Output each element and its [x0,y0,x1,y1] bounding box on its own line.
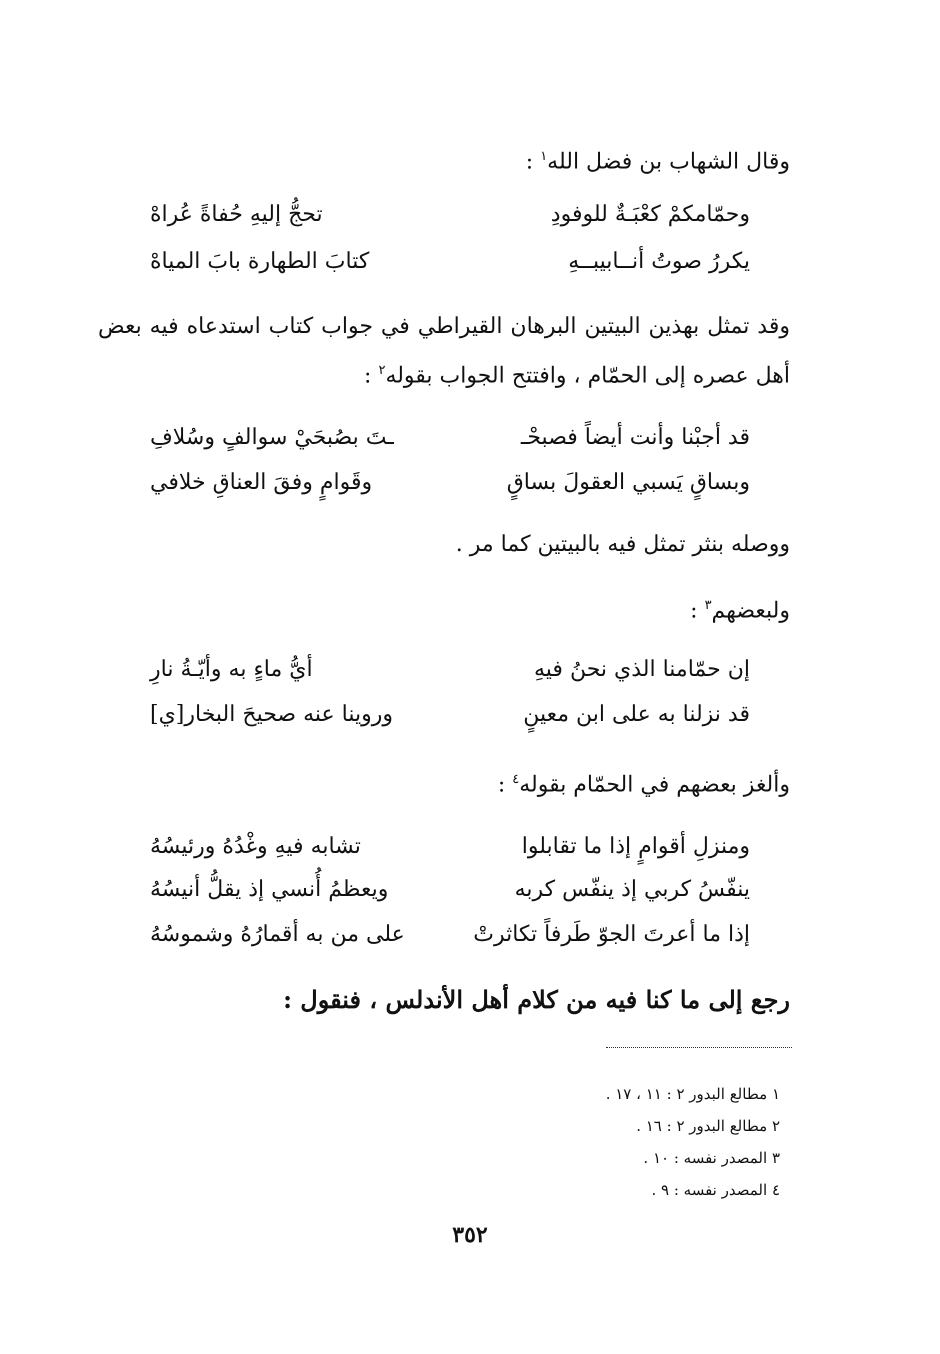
footnote-ref-4: ٤ [512,772,520,787]
hemistich-first: قد نزلنا به على ابن معينٍ [523,702,750,727]
hemistich-second: تشابه فيهِ وغْدُهُ ورئيسُهُ [150,834,361,859]
colon-4: : [690,598,705,624]
page-number: ٣٥٢ [452,1222,488,1248]
poem4-verse-3 [150,920,750,950]
poem1-verse-2 [150,247,750,277]
para2-line-1: وقد تمثل بهذين البيتين البرهان القيراطي في جواب كتاب استدعاه فيه بعض [98,314,790,339]
footnote-3: ٣ المصدر نفسه : ١٠ . [643,1149,780,1167]
hemistich-second: أيُّ ماءٍ به وأيّـةُ نارِ [150,657,313,682]
intro-line-1 [526,142,790,177]
hemistich-first: قد أجبْنا وأنت أيضاً فصبحْـ [520,425,750,450]
colon-2: : [364,363,379,389]
para2-line-2 [364,356,790,391]
footnote-2: ٢ مطالع البدور ٢ : ١٦ . [636,1117,780,1135]
poem3-verse-2 [150,700,750,730]
hemistich-second: وروينا عنه صحيحَ البخار[ي] [150,702,393,727]
para2-text-2: أهل عصره إلى الحمّام ، وافتتح الجواب بقوله [385,363,790,389]
para3: ووصله بنثر تمثل فيه بالبيتين كما مر . [455,532,790,557]
footnote-ref-2: ٢ [378,363,386,378]
poem2-verse-2 [150,468,750,498]
hemistich-second: ويعظمُ أُنسي إذ يقلُّ أنيسُهُ [150,877,389,902]
hemistich-second: على من به أقمارُهُ وشموسُهُ [150,922,405,947]
intro-text-4: ولبعضهم [711,598,790,624]
hemistich-first: وحمّامكمْ كعْبَـةٌ للوفودِ [550,202,750,227]
colon-1: : [525,149,541,175]
footnote-ref-1: ١ [540,149,548,164]
hemistich-first: ومنزلِ أقوامٍ إذا ما تقابلوا [521,834,750,859]
poem2-verse-1 [150,423,750,453]
poem4-verse-2 [150,875,750,905]
poem3-verse-1 [150,655,750,685]
hemistich-first: ينفّسُ كربي إذ ينفّس كربه [514,877,750,902]
intro-line-5 [498,765,790,800]
hemistich-first: إذا ما أعرتَ الجوّ طَرفاً تكاثرتْ [473,922,750,947]
poem1-verse-1 [150,200,750,230]
hemistich-second: كتابَ الطهارة بابَ المياهْ [150,249,370,274]
hemistich-second: وقَوامٍ وفقَ العناقِ خلافي [150,470,373,495]
footnote-1: ١ مطالع البدور ٢ : ١١ ، ١٧ . [605,1085,780,1103]
footnote-divider [606,1047,792,1048]
intro-text-1: وقال الشهاب بن فضل الله [547,149,790,175]
hemistich-first: يكررُ صوتُ أنــابيبــهِ [568,249,750,274]
hemistich-first: وبساقٍ يَسبي العقولَ بساقٍ [506,470,750,495]
hemistich-first: إن حمّامنا الذي نحنُ فيهِ [534,657,750,682]
hemistich-second: تحجُّ إليهِ حُفاةً عُراهْ [150,202,323,227]
footnote-ref-3: ٣ [704,598,712,613]
footnote-4: ٤ المصدر نفسه : ٩ . [651,1181,780,1199]
closing-line: رجع إلى ما كنا فيه من كلام أهل الأندلس ، فنقول : [283,985,790,1014]
poem4-verse-1 [150,832,750,862]
colon-5: : [497,772,513,798]
footnotes [606,1078,780,1206]
intro-line-4 [690,591,790,626]
hemistich-second: ـتَ بصُبحَيْ سوالفٍ وسُلافِ [150,425,394,450]
intro-text-5: وألغز بعضهم في الحمّام بقوله [519,772,790,798]
